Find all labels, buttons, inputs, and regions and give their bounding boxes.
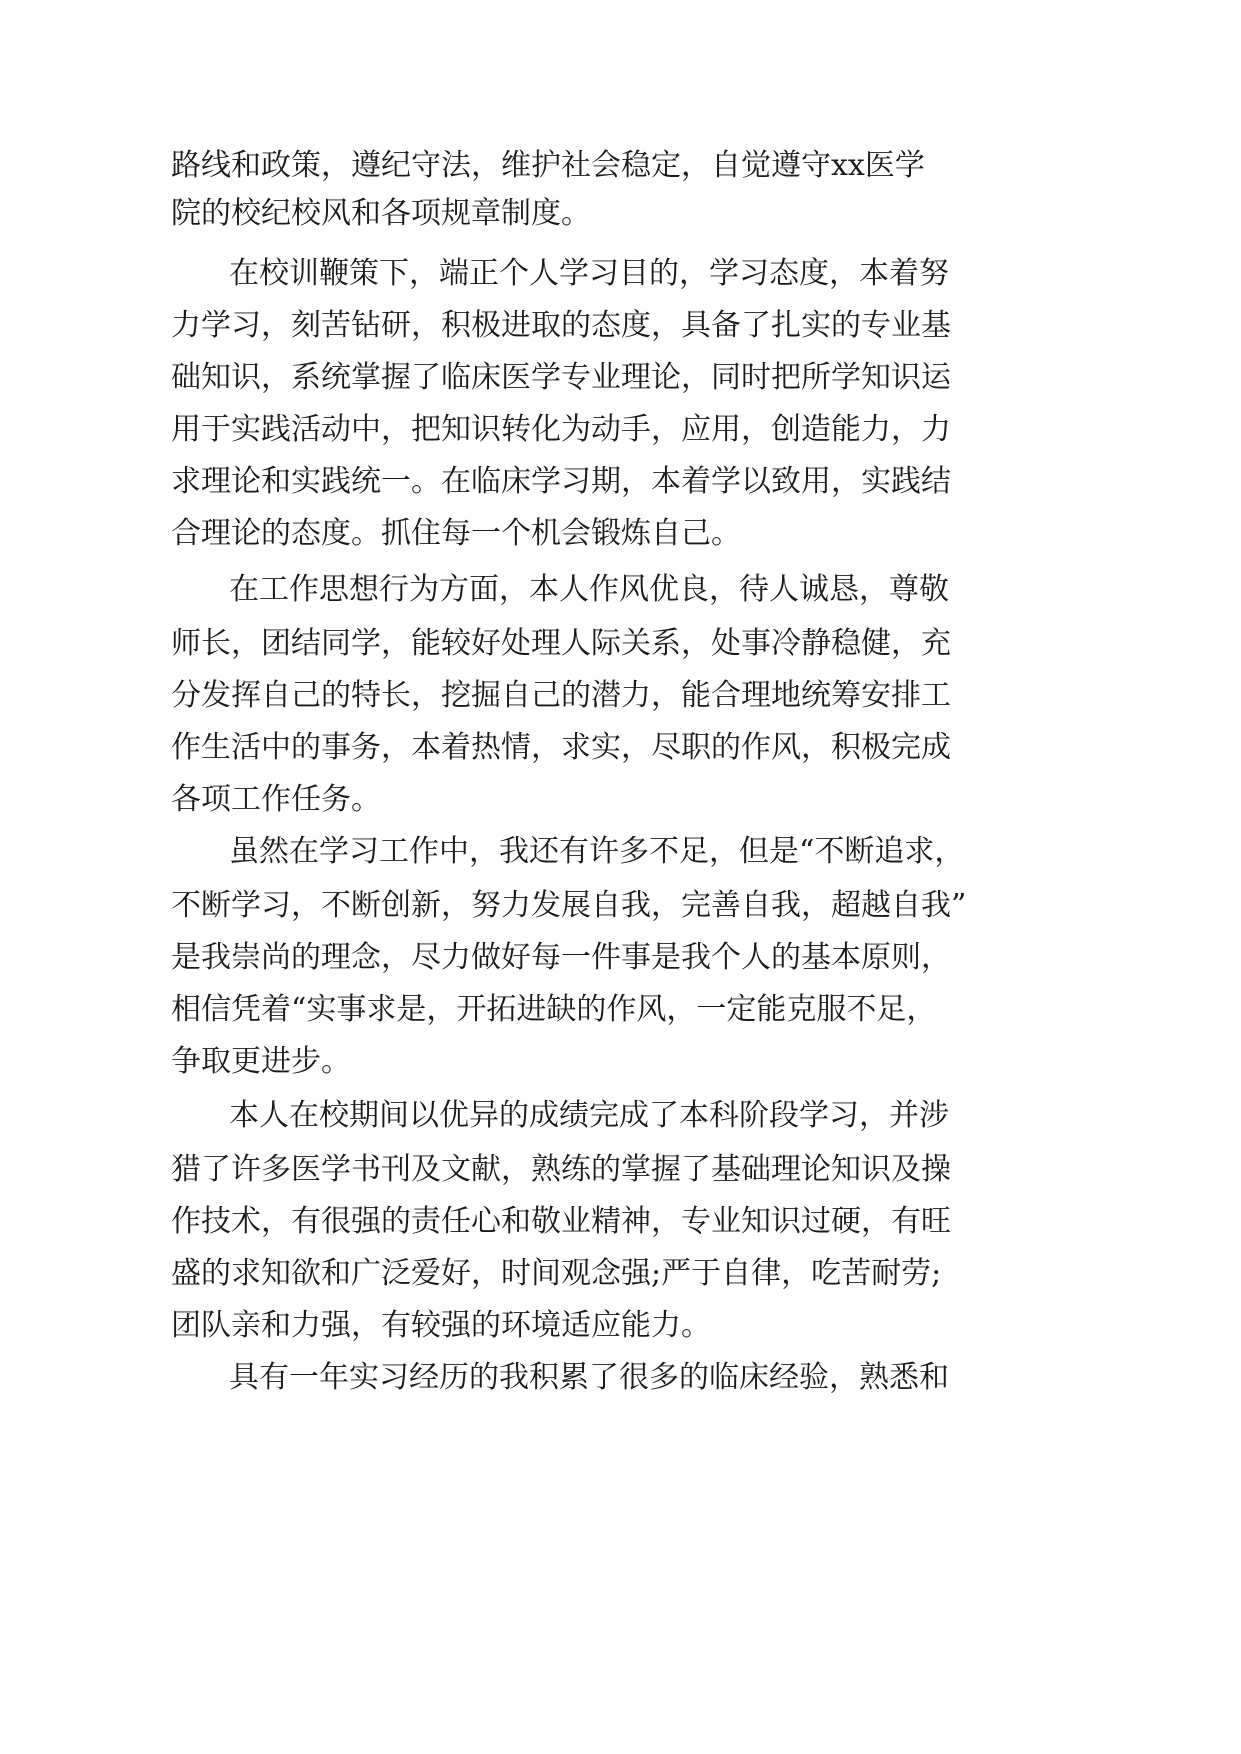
text-line: 各项工作任务。	[171, 782, 381, 817]
text-line: 团队亲和力强，有较强的环境适应能力。	[171, 1308, 711, 1343]
text-line: 合理论的态度。抓住每一个机会锻炼自己。	[171, 516, 741, 551]
text-line: 作生活中的事务，本着热情，求实，尽职的作风，积极完成	[171, 730, 951, 765]
text-line: 不断学习，不断创新，努力发展自我，完善自我，超越自我”	[171, 888, 967, 923]
text-line: 作技术，有很强的责任心和敬业精神，专业知识过硬，有旺	[171, 1204, 951, 1239]
text-line: 分发挥自己的特长，挖掘自己的潜力，能合理地统筹安排工	[171, 678, 951, 713]
text-line: 本人在校期间以优异的成绩完成了本科阶段学习，并涉	[229, 1098, 949, 1133]
text-line: 虽然在学习工作中，我还有许多不足，但是“不断追求，	[229, 834, 965, 869]
text-line: 是我崇尚的理念，尽力做好每一件事是我个人的基本原则，	[171, 940, 951, 975]
text-line: 力学习，刻苦钻研，积极进取的态度，具备了扎实的专业基	[171, 308, 951, 343]
text-line: 师长，团结同学，能较好处理人际关系，处事冷静稳健，充	[171, 626, 951, 661]
text-line: 相信凭着“实事求是，开拓进缺的作风，一定能克服不足，	[171, 992, 937, 1027]
text-line: 用于实践活动中，把知识转化为动手，应用，创造能力，力	[171, 412, 951, 447]
text-line: 盛的求知欲和广泛爱好，时间观念强;严于自律，吃苦耐劳;	[171, 1256, 942, 1291]
text-line: 求理论和实践统一。在临床学习期，本着学以致用，实践结	[171, 464, 951, 499]
text-line: 院的校纪校风和各项规章制度。	[171, 196, 591, 231]
text-line: 在工作思想行为方面，本人作风优良，待人诚恳，尊敬	[229, 572, 949, 607]
text-line: 具有一年实习经历的我积累了很多的临床经验，熟悉和	[229, 1360, 949, 1395]
text-line: 在校训鞭策下，端正个人学习目的，学习态度，本着努	[229, 256, 949, 291]
text-line: 础知识，系统掌握了临床医学专业理论，同时把所学知识运	[171, 360, 951, 395]
text-line: 争取更进步。	[171, 1044, 351, 1079]
text-line: 猎了许多医学书刊及文献，熟练的掌握了基础理论知识及操	[171, 1152, 951, 1187]
text-line: 路线和政策，遵纪守法，维护社会稳定，自觉遵守xx医学	[171, 148, 925, 183]
